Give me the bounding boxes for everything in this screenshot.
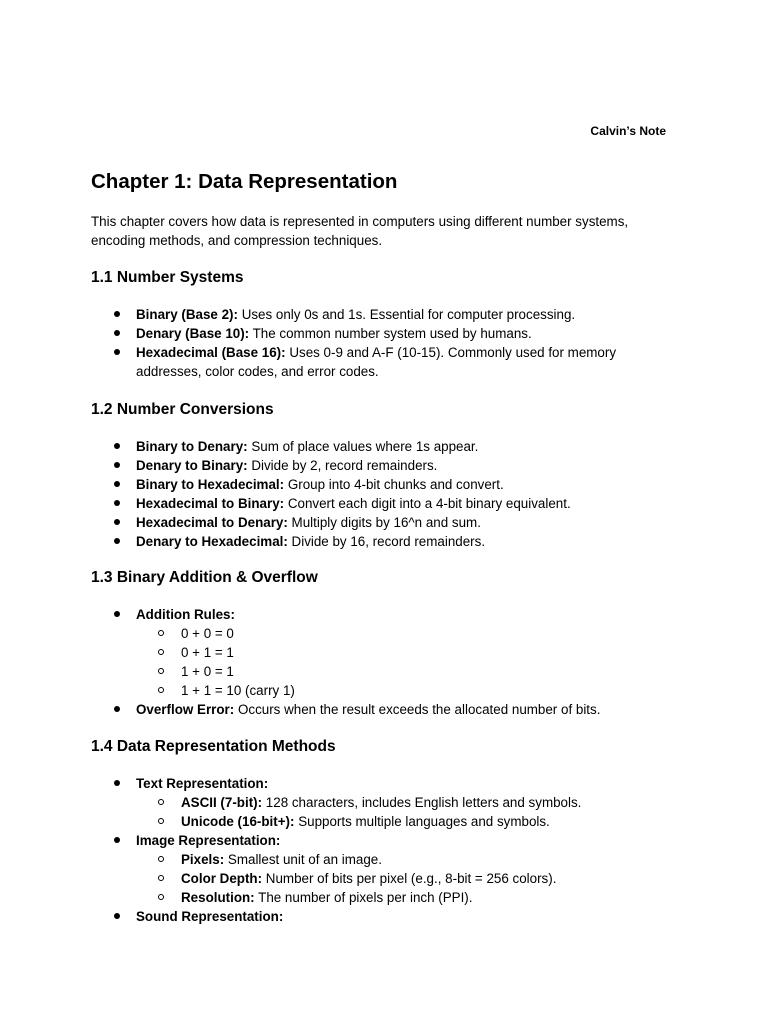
sub-list-item: 1 + 0 = 1: [0, 662, 680, 681]
bullet-icon: [114, 538, 120, 544]
list-item: Hexadecimal to Denary: Multiply digits by 16^n and sum.: [0, 513, 680, 532]
circle-bullet-icon: [158, 668, 164, 674]
bullet-icon: [114, 330, 120, 336]
list-item: Overflow Error: Occurs when the result exceeds the allocated number of bits.: [0, 700, 680, 719]
bullet-icon: [114, 611, 120, 617]
number-conversions-list: [0, 437, 680, 551]
list-item: Text Representation:: [0, 774, 680, 793]
sub-list-item: Unicode (16-bit+): Supports multiple languages and symbols.: [0, 812, 680, 831]
sub-list-item: 0 + 0 = 0: [0, 624, 680, 643]
circle-bullet-icon: [158, 799, 164, 805]
list-item: Binary (Base 2): Uses only 0s and 1s. Essential for computer processing.: [0, 305, 680, 324]
list-item: Denary to Binary: Divide by 2, record remainders.: [0, 456, 680, 475]
bullet-icon: [114, 349, 120, 355]
sub-list-item: Color Depth: Number of bits per pixel (e.g., 8-bit = 256 colors).: [0, 869, 680, 888]
bullet-icon: [114, 462, 120, 468]
binary-addition-list: [0, 605, 680, 719]
list-item: Hexadecimal (Base 16): Uses 0-9 and A-F (10-15). Commonly used for memory addresses, color codes, and error codes.: [0, 343, 636, 381]
section-heading-binary-addition: 1.3 Binary Addition & Overflow: [91, 569, 318, 586]
data-representation-methods-list: [0, 774, 680, 926]
sub-list-item: Pixels: Smallest unit of an image.: [0, 850, 680, 869]
bullet-icon: [114, 500, 120, 506]
section-heading-data-representation-methods: 1.4 Data Representation Methods: [91, 738, 336, 755]
circle-bullet-icon: [158, 856, 164, 862]
chapter-title: Chapter 1: Data Representation: [91, 170, 398, 193]
list-item: Denary (Base 10): The common number system used by humans.: [0, 324, 680, 343]
sub-list-item: 0 + 1 = 1: [0, 643, 680, 662]
sub-list-item: Resolution: The number of pixels per inch (PPI).: [0, 888, 680, 907]
list-item: Hexadecimal to Binary: Convert each digit into a 4-bit binary equivalent.: [0, 494, 680, 513]
section-heading-number-systems: 1.1 Number Systems: [91, 269, 244, 286]
sub-list-item: ASCII (7-bit): 128 characters, includes English letters and symbols.: [0, 793, 680, 812]
circle-bullet-icon: [158, 875, 164, 881]
number-systems-list: [0, 305, 680, 381]
list-item: Image Representation:: [0, 831, 680, 850]
list-item: Addition Rules:: [0, 605, 680, 624]
bullet-icon: [114, 837, 120, 843]
bullet-icon: [114, 913, 120, 919]
header-note: Calvin’s Note: [590, 124, 666, 138]
circle-bullet-icon: [158, 649, 164, 655]
bullet-icon: [114, 311, 120, 317]
list-item: Binary to Denary: Sum of place values where 1s appear.: [0, 437, 680, 456]
circle-bullet-icon: [158, 630, 164, 636]
bullet-icon: [114, 780, 120, 786]
circle-bullet-icon: [158, 894, 164, 900]
sub-list-item: 1 + 1 = 10 (carry 1): [0, 681, 680, 700]
section-heading-number-conversions: 1.2 Number Conversions: [91, 401, 274, 418]
list-item: Binary to Hexadecimal: Group into 4-bit chunks and convert.: [0, 475, 680, 494]
circle-bullet-icon: [158, 818, 164, 824]
bullet-icon: [114, 706, 120, 712]
list-item: Sound Representation:: [0, 907, 680, 926]
bullet-icon: [114, 443, 120, 449]
bullet-icon: [114, 481, 120, 487]
list-item: Denary to Hexadecimal: Divide by 16, record remainders.: [0, 532, 680, 551]
circle-bullet-icon: [158, 687, 164, 693]
intro-paragraph: This chapter covers how data is represented in computers using different number systems, encoding methods, and compression techniques.: [91, 214, 629, 248]
bullet-icon: [114, 519, 120, 525]
